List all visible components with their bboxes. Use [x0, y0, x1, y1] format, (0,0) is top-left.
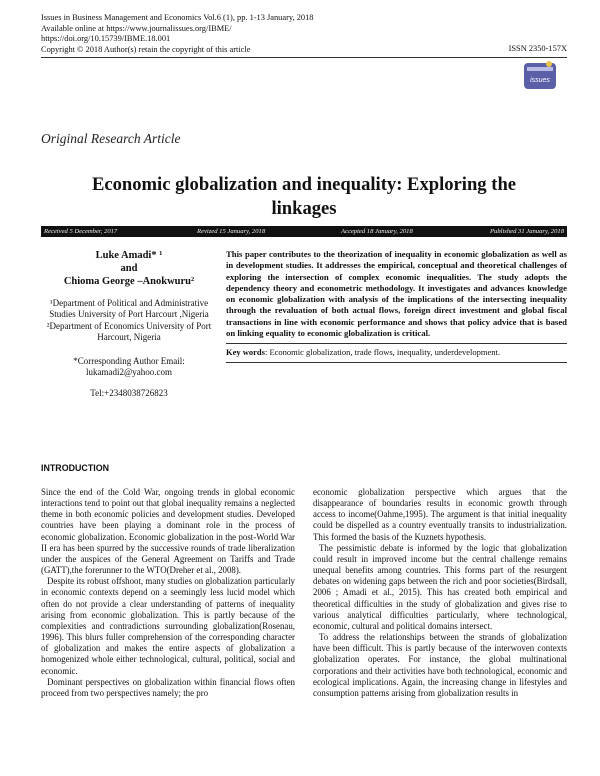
journal-url[interactable]: Available online at https://www.journalissues.org/IBME/ — [41, 23, 232, 33]
keywords-rule-bottom — [226, 362, 567, 363]
header-rule — [41, 57, 567, 58]
keywords-rule-top — [226, 343, 567, 344]
section-heading: INTRODUCTION — [41, 463, 110, 473]
keywords-text: : Economic globalization, trade flows, inequality, underdevelopment. — [264, 347, 500, 357]
paragraph: Dominant perspectives on globalization within financial flows often proceed from two perspectives namely; the pro — [41, 676, 295, 698]
body-column-left — [41, 487, 295, 699]
body-column-right — [313, 487, 567, 699]
issn: ISSN 2350-157X — [508, 44, 567, 53]
doi-link[interactable]: https://doi.org/10.15739/IBME.18.001 — [41, 34, 171, 44]
affiliation-1: ¹Department of Political and Administrative Studies University of Port Harcourt ,Nigeria — [49, 298, 209, 320]
journal-citation: Issues in Business Management and Economics Vol.6 (1), pp. 1-13 January, 2018 — [41, 13, 314, 22]
keywords — [226, 347, 567, 357]
article-type: Original Research Article — [41, 131, 181, 146]
journal-logo — [521, 59, 559, 93]
author-2: Chioma George –Anokwuru² — [63, 276, 195, 287]
paper-title: Economic globalization and inequality: Exploring the linkages — [91, 174, 517, 219]
paragraph: Since the end of the Cold War, ongoing trends in global economic interactions tend to point out that global inequality remains a neglected theme in both economic policies and development studies. Developed countries have been playing a dominant role in the process of economic globalization. Economic globalization in the post-World War II era has been spurred by the successive rounds of trade liberalization under the auspices of the General Agreement on Tariffs and Trade (GATT),the forerunner to the WTO(Dreher et al., 2008). — [41, 487, 295, 576]
corresponding-email[interactable]: *Corresponding Author Email: lukamadi2@yahoo.com — [73, 355, 185, 378]
copyright-note: Copyright © 2018 Author(s) retain the copyright of this article — [41, 44, 251, 54]
abstract: This paper contributes to the theorization of inequality in economic globalization as well as in development studies. It addresses the empirical, conceptual and theoretical challenges of exploring the intersection of complex economic inequalities. The study adopts the dependency theory and econometric methodology. It investigates and advances knowledge on economic globalization with analysis of the implications of the intersecting inequality through the revaluation of both actual flows, foreign direct investment and global fiscal transactions in line with economic performance and shows that policy advice that is based on linking equality to economic globalization is critical. — [226, 249, 567, 339]
authors-block — [41, 249, 217, 400]
date-published: Published 31 January, 2018 — [490, 228, 564, 235]
logo-text: issues — [530, 77, 550, 84]
author-1: Luke Amadi* ¹ — [95, 250, 163, 261]
date-received: Received 5 December, 2017 — [44, 228, 118, 235]
date-revised: Revized 15 January, 2018 — [197, 228, 266, 235]
affiliation-2: ²Department of Economics University of Port Harcourt, Nigeria — [46, 320, 212, 343]
date-accepted: Accepted 18 January, 2018 — [341, 228, 413, 235]
keywords-label: Key words — [226, 347, 265, 357]
paragraph: The pessimistic debate is informed by the logic that globalization could result in improved income but the central challenge remains unequal benefits among countries. This forms part of the resurgent debates on widening gaps between the rich and poor societies(Birdsall, 2006 ; Amadi et al., 2015). This has created both empirical and theoretical difficulties in the study of globalization and gives rise to various analytical difficulties particularly, where technological, economic, cultural and political domains intersect. — [313, 542, 567, 631]
telephone: Tel:+2348038726823 — [90, 388, 168, 399]
paragraph: To address the relationships between the strands of globalization have been difficult. This is partly because of the interwoven contexts globalization operates. For instance, the global multinational corporations and their activities have both technological, economic and ecological implications. Again, the increasing change in lifestyles and consumption patterns arising from globalization results in — [313, 632, 567, 698]
author-and: and — [120, 263, 138, 274]
dates-bar — [41, 226, 567, 237]
paragraph: Despite its robust offshoot, many studies on globalization particularly in economic contexts depend on a seemingly less lucid model which often do not provide a clear understanding of patterns of inequality arising from economic globalization. This is partly because of the complexities and contradictions surrounding globalization(Rosenau, 1996). This blurs fuller comprehension of the corresponding character of globalization and makes the entire aspects of globalization a homogenized whole either technological, cultural, political, social and economic. — [41, 576, 295, 676]
journal-header — [41, 13, 561, 55]
paragraph: economic globalization perspective which argues that the disappearance of boundaries results in economic growth through access to income(Oahme,1995). The argument is that initial inequality could be dispelled as a country eventually transits to industrialization. This formed the basis of the Kuznets hypothesis. — [313, 487, 567, 542]
